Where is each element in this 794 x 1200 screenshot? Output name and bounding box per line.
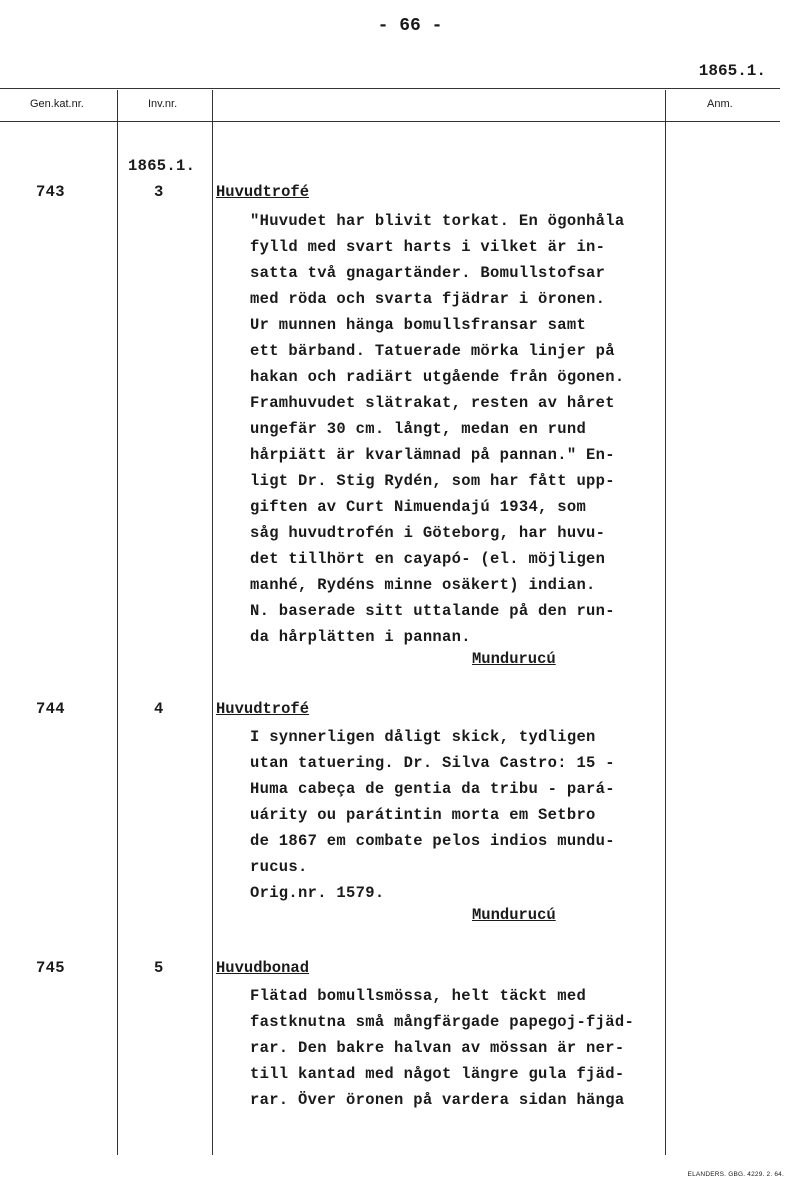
entry-description-743 bbox=[250, 208, 670, 650]
text-line: hårpiätt är kvarlämnad på pannan." En- bbox=[250, 446, 615, 464]
column-header-inv-nr: Inv.nr. bbox=[148, 98, 178, 110]
page-number: - 66 - bbox=[377, 16, 443, 36]
text-line: hakan och radiärt utgående från ögonen. bbox=[250, 368, 625, 386]
inv-nr-3: 3 bbox=[154, 183, 164, 201]
text-line: rar. Över öronen på vardera sidan hänga bbox=[250, 1091, 625, 1109]
entry-description-744 bbox=[250, 724, 670, 906]
text-line: med röda och svarta fjädrar i öronen. bbox=[250, 290, 606, 308]
entry-description-745 bbox=[250, 983, 670, 1113]
text-line: de 1867 em combate pelos indios mundu- bbox=[250, 832, 615, 850]
inv-nr-5: 5 bbox=[154, 959, 164, 977]
text-line: rucus. bbox=[250, 858, 308, 876]
entry-title-743: Huvudtrofé bbox=[216, 183, 310, 201]
text-line: rar. Den bakre halvan av mössan är ner- bbox=[250, 1039, 625, 1057]
entry-title-744: Huvudtrofé bbox=[216, 700, 310, 718]
text-line: giften av Curt Nimuendajú 1934, som bbox=[250, 498, 587, 516]
entry-title-745: Huvudbonad bbox=[216, 959, 310, 977]
text-line: ligt Dr. Stig Rydén, som har fått upp- bbox=[250, 472, 615, 490]
column-divider-inv bbox=[212, 90, 213, 1155]
attribution-744: Mundurucú bbox=[472, 906, 556, 924]
text-line: Flätad bomullsmössa, helt täckt med bbox=[250, 987, 587, 1005]
text-line: I synnerligen dåligt skick, tydligen bbox=[250, 728, 596, 746]
gen-kat-nr-744: 744 bbox=[36, 700, 65, 718]
text-line: satta två gnagartänder. Bomullstofsar bbox=[250, 264, 606, 282]
inventory-group-label: 1865.1. bbox=[128, 157, 196, 175]
text-line: uárity ou parátintin morta em Setbro bbox=[250, 806, 596, 824]
gen-kat-nr-743: 743 bbox=[36, 183, 65, 201]
text-line: ungefär 30 cm. långt, medan en rund bbox=[250, 420, 587, 438]
text-line: da hårplätten i pannan. bbox=[250, 628, 471, 646]
column-divider-gen bbox=[117, 90, 118, 1155]
text-line: N. baserade sitt uttalande på den run- bbox=[250, 602, 615, 620]
text-line: Huma cabeça de gentia da tribu - pará- bbox=[250, 780, 615, 798]
text-line: fastknutna små mångfärgade papegoj-fjäd- bbox=[250, 1013, 635, 1031]
text-line: såg huvudtrofén i Göteborg, har huvu- bbox=[250, 524, 606, 542]
text-line: Ur munnen hänga bomullsfransar samt bbox=[250, 316, 587, 334]
inv-nr-4: 4 bbox=[154, 700, 164, 718]
text-line: till kantad med något längre gula fjäd- bbox=[250, 1065, 625, 1083]
top-rule bbox=[0, 88, 780, 89]
attribution-743: Mundurucú bbox=[472, 650, 556, 668]
column-header-gen-kat-nr: Gen.kat.nr. bbox=[30, 98, 84, 110]
text-line: "Huvudet har blivit torkat. En ögonhåla bbox=[250, 212, 625, 230]
gen-kat-nr-745: 745 bbox=[36, 959, 65, 977]
printer-footer: ELANDERS. GBG. 4229. 2. 64. bbox=[687, 1171, 784, 1178]
text-line: Orig.nr. 1579. bbox=[250, 884, 385, 902]
text-line: manhé, Rydéns minne osäkert) indian. bbox=[250, 576, 596, 594]
date-reference: 1865.1. bbox=[698, 62, 766, 80]
text-line: det tillhört en cayapó- (el. möjligen bbox=[250, 550, 606, 568]
text-line: utan tatuering. Dr. Silva Castro: 15 - bbox=[250, 754, 615, 772]
text-line: ett bärband. Tatuerade mörka linjer på bbox=[250, 342, 615, 360]
text-line: Framhuvudet slätrakat, resten av håret bbox=[250, 394, 615, 412]
text-line: fylld med svart harts i vilket är in- bbox=[250, 238, 606, 256]
column-header-anm: Anm. bbox=[707, 98, 733, 110]
